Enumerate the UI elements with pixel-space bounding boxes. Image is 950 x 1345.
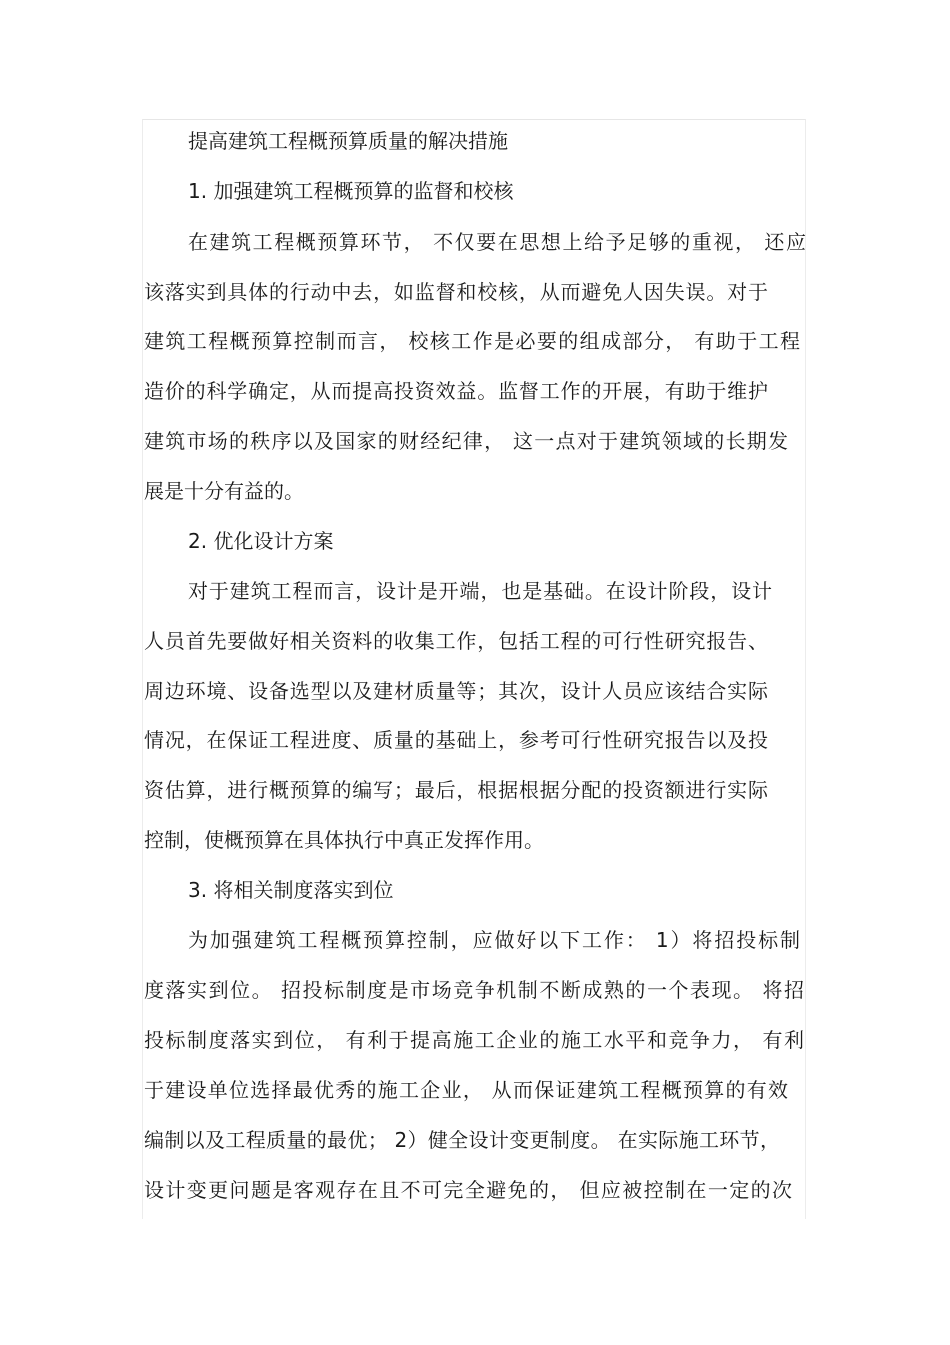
paragraph-line: 建筑工程概预算控制而言， 校核工作是必要的组成部分， 有助于工程 xyxy=(144,329,800,353)
paragraph-line: 编制以及工程质量的最优； 2）健全设计变更制度。 在实际施工环节， xyxy=(144,1128,780,1152)
paragraph-line: 该落实到具体的行动中去，如监督和校核，从而避免人因失误。对于 xyxy=(144,280,768,304)
paragraph-line: 资估算，进行概预算的编写；最后，根据根据分配的投资额进行实际 xyxy=(144,778,768,802)
paragraph-line: 在建筑工程概预算环节， 不仅要在思想上给予足够的重视， 还应 xyxy=(188,230,806,254)
paragraph-line: 度落实到位。 招投标制度是市场竞争机制不断成熟的一个表现。 将招 xyxy=(144,978,804,1002)
section-1-heading: 1. 加强建筑工程概预算的监督和校核 xyxy=(188,179,514,203)
paragraph-line: 投标制度落实到位， 有利于提高施工企业的施工水平和竞争力， 有利 xyxy=(144,1028,804,1052)
paragraph-line: 情况，在保证工程进度、质量的基础上，参考可行性研究报告以及投 xyxy=(144,728,768,752)
paragraph-line: 造价的科学确定，从而提高投资效益。监督工作的开展，有助于维护 xyxy=(144,379,768,403)
section-2-heading: 2. 优化设计方案 xyxy=(188,529,334,553)
section-3-heading: 3. 将相关制度落实到位 xyxy=(188,878,394,902)
document-title: 提高建筑工程概预算质量的解决措施 xyxy=(188,129,508,153)
paragraph-line: 控制，使概预算在具体执行中真正发挥作用。 xyxy=(144,828,544,852)
paragraph-line: 对于建筑工程而言，设计是开端，也是基础。在设计阶段，设计 xyxy=(188,579,772,603)
paragraph-line: 设计变更问题是客观存在且不可完全避免的， 但应被控制在一定的次 xyxy=(144,1178,792,1202)
paragraph-line: 建筑市场的秩序以及国家的财经纪律， 这一点对于建筑领域的长期发 xyxy=(144,429,788,453)
paragraph-line: 为加强建筑工程概预算控制，应做好以下工作： 1）将招投标制 xyxy=(188,928,800,952)
paragraph-line: 周边环境、设备选型以及建材质量等；其次，设计人员应该结合实际 xyxy=(144,679,768,703)
paragraph-line: 展是十分有益的。 xyxy=(144,479,304,503)
paragraph-line: 于建设单位选择最优秀的施工企业， 从而保证建筑工程概预算的有效 xyxy=(144,1078,788,1102)
paragraph-line: 人员首先要做好相关资料的收集工作，包括工程的可行性研究报告、 xyxy=(144,629,768,653)
